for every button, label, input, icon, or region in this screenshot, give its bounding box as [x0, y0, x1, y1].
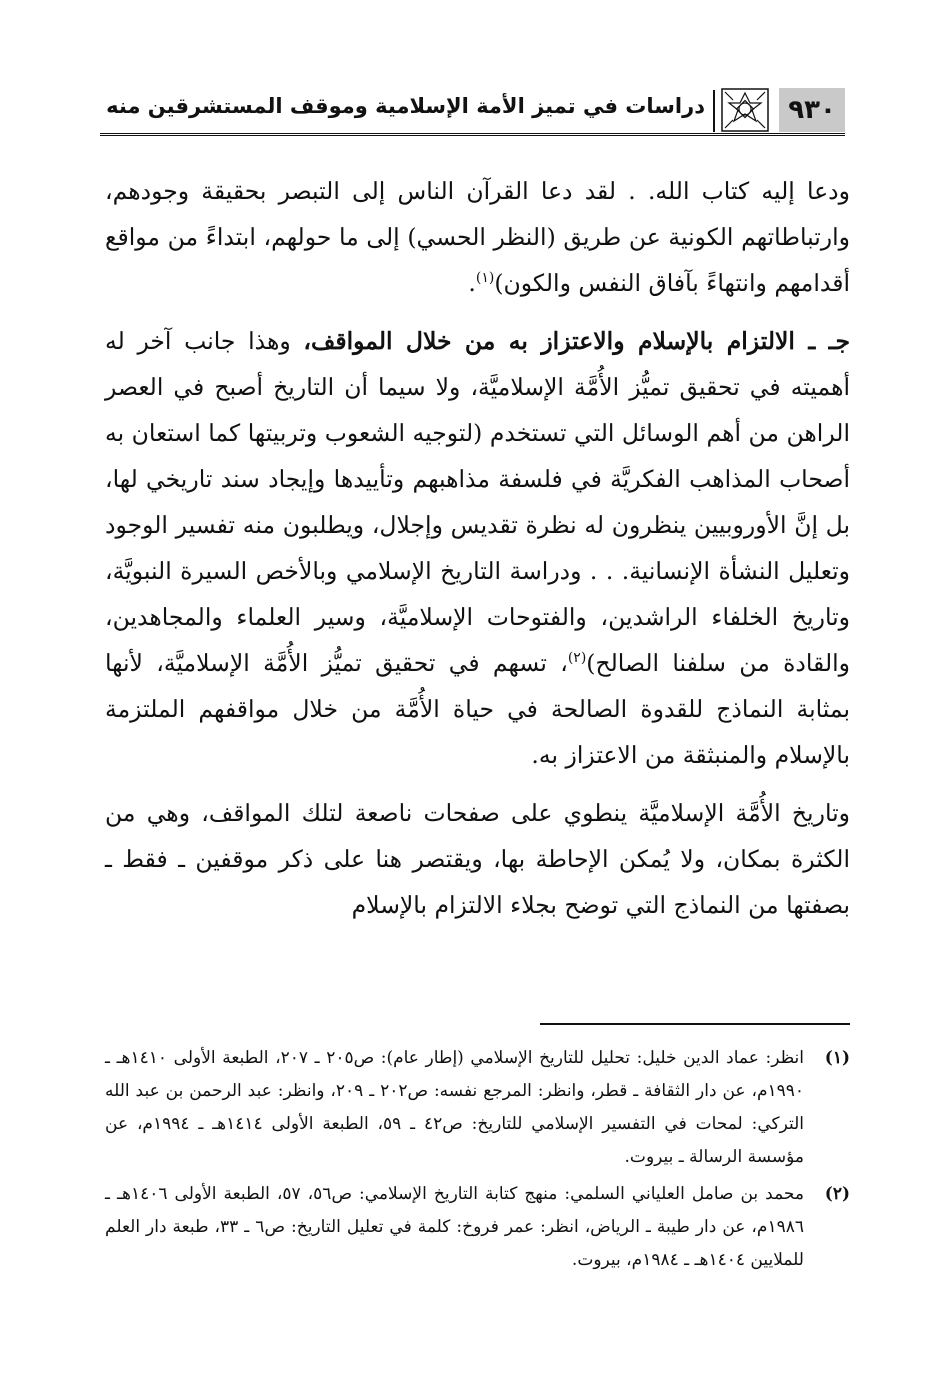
paragraph-3: [105, 790, 850, 928]
header-divider: [713, 90, 715, 132]
paragraph-2-text-b: ، تسهم في تحقيق تميُّز الأُمَّة الإسلاميَّة، لأنها بمثابة النماذج للقدوة الصالحة في حياة الأُمَّة من خلال مواقفهم الملتزمة بالإسلام والمنبثقة من الاعتزاز به.: [105, 649, 850, 769]
section-heading: جـ ـ الالتزام بالإسلام والاعتزاز به من خلال المواقف،: [303, 327, 851, 355]
paragraph-3-text: وتاريخ الأُمَّة الإسلاميَّة ينطوي على صفحات ناصعة لتلك المواقف، وهي من الكثرة بمكان، ولا يُمكن الإحاطة بها، ويقتصر هنا على ذكر موقفين ـ فقط ـ بصفتها من النماذج التي توضح بجلاء الالتزام بالإسلام: [105, 799, 850, 919]
ornament-icon: [721, 88, 769, 132]
footnote-text: محمد بن صامل العلياني السلمي: منهج كتابة التاريخ الإسلامي: ص٥٦، ٥٧، الطبعة الأولى ١٤٠٦هـ ـ ١٩٨٦م، عن دار طيبة ـ الرياض، انظر: عمر فروخ: كلمة في تعليل التاريخ: ص٦ ـ ٣٣، طبعة دار العلم للملايين ١٤٠٤هـ ـ ١٩٨٤م، بيروت.: [105, 1184, 805, 1270]
footnote-text: انظر: عماد الدين خليل: تحليل للتاريخ الإسلامي (إطار عام): ص٢٠٥ ـ ٢٠٧، الطبعة الأولى ١٤١٠هـ ـ ١٩٩٠م، عن دار الثقافة ـ قطر، وانظر: المرجع نفسه: ص٢٠٢ ـ ٢٠٩، وانظر: عبد الرحمن بن عبد الله التركي: لمحات في التفسير الإسلامي للتاريخ: ص٤٢ ـ ٥٩، الطبعة الأولى ١٤١٤هـ ـ ١٩٩٤م، عن مؤسسة الرسالة ـ بيروت.: [105, 1048, 805, 1167]
footnote-1: [105, 1042, 850, 1174]
paragraph-2-text-a: وهذا جانب آخر له أهميته في تحقيق تميُّز الأُمَّة الإسلاميَّة، ولا سيما أن التاريخ أصبح في العصر الراهن من أهم الوسائل التي تستخدم (لتوجيه الشعوب وتربيتها كما استعان به أصحاب المذاهب الفكريَّة في فلسفة مذاهبهم وتأييدها وإيجاد سند تاريخي لها، بل إنَّ الأوروبيين ينظرون له نظرة تقديس وإجلال، ويطلبون منه تفسير الوجود وتعليل النشأة الإنسانية. . . ودراسة التاريخ الإسلامي وبالأخص السيرة النبويَّة، وتاريخ الخلفاء الراشدين، والفتوحات الإسلاميَّة، وسير العلماء والمجاهدين، والقادة من سلفنا الصالح): [105, 327, 850, 677]
paragraph-2: [105, 318, 850, 778]
paragraph-1: [105, 168, 850, 306]
footnotes: [105, 1042, 850, 1281]
paragraph-1-end: .: [468, 269, 476, 297]
footnote-ref-2: (٢): [567, 650, 587, 667]
footnote-number: (١): [824, 1048, 850, 1068]
page-number: ٩٣٠: [779, 88, 845, 132]
footnote-separator: [540, 1023, 850, 1025]
paragraph-1-text: ودعا إليه كتاب الله. . لقد دعا القرآن الناس إلى التبصر بحقيقة وجودهم، وارتباطاتهم الكونية عن طريق (النظر الحسي) إلى ما حولهم، ابتداءً من مواقع أقدامهم وانتهاءً بآفاق النفس والكون): [105, 177, 850, 297]
page-header: [100, 88, 845, 136]
running-title: دراسات في تميز الأمة الإسلامية وموقف المستشرقين منه: [106, 94, 705, 118]
main-text: [105, 168, 850, 940]
footnote-ref-1: (١): [475, 270, 495, 287]
footnote-number: (٢): [824, 1184, 850, 1204]
footnote-2: [105, 1178, 850, 1277]
header-rule: [100, 133, 845, 136]
